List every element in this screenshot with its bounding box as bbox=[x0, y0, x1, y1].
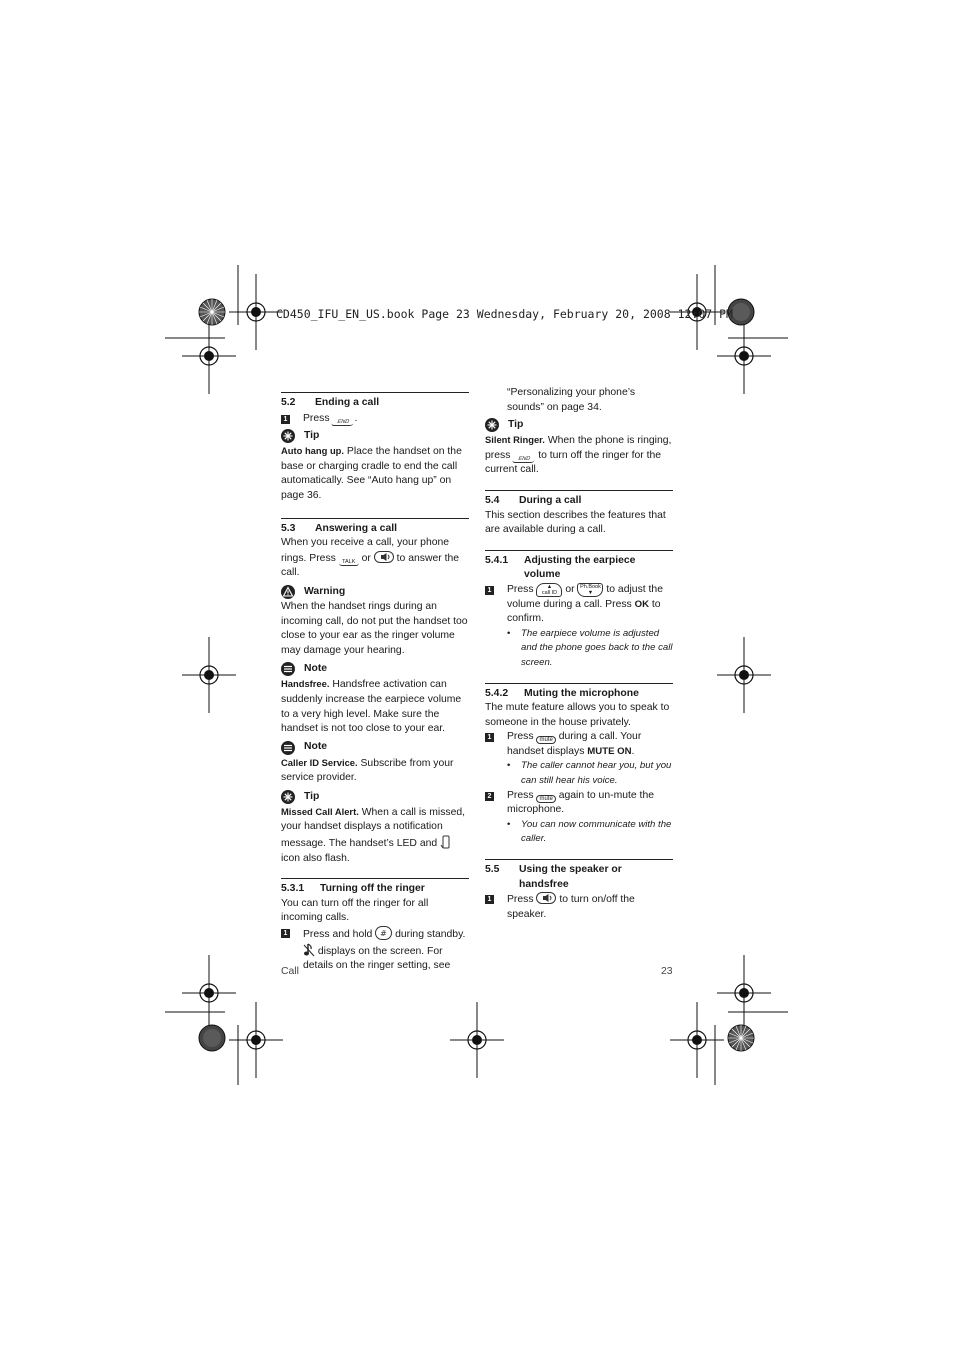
step-item bbox=[485, 892, 673, 922]
step-text: Press bbox=[303, 412, 330, 424]
section-heading-5-4-1 bbox=[485, 554, 673, 583]
bullet-dot: • bbox=[507, 627, 511, 639]
note-lead: Handsfree. bbox=[281, 678, 330, 690]
step-text: Press bbox=[507, 789, 534, 801]
section-heading-5-3 bbox=[281, 522, 469, 537]
warning-body: When the handset rings during an incoming call, do not put the handset too close to your ear as the ringer volume may damage your hearing. bbox=[281, 600, 468, 656]
section-heading-5-5 bbox=[485, 863, 673, 892]
section-heading-5-3-1 bbox=[281, 882, 469, 897]
left-column bbox=[281, 392, 469, 974]
tip-body bbox=[281, 805, 469, 866]
tip-icon bbox=[281, 429, 295, 443]
tip-body bbox=[281, 444, 469, 503]
tip-text: to turn off the ringer for the current call. bbox=[485, 449, 662, 476]
end-key-icon bbox=[512, 456, 537, 463]
section-title: During a call bbox=[519, 494, 582, 506]
step-number: 1 bbox=[281, 929, 290, 938]
key-label: Ph.Book bbox=[580, 583, 601, 590]
key-label: END bbox=[336, 418, 351, 425]
paragraph: This section describes the features that are available during a call. bbox=[485, 509, 666, 536]
step-text: Press bbox=[507, 583, 534, 595]
step-text: again to un-mute the microphone. bbox=[507, 789, 654, 816]
section-rule bbox=[485, 859, 673, 860]
tip-text: When a call is missed, your handset displays a notification message. The handset’s LED and bbox=[281, 806, 466, 850]
continued-text: “Personalizing your phone’s sounds” on page 34. bbox=[507, 387, 636, 413]
section-title: Turning off the ringer bbox=[320, 883, 425, 895]
step-item bbox=[281, 412, 469, 427]
step-text: displays on the screen. For details on the ringer setting, see bbox=[303, 945, 451, 972]
warning-callout bbox=[281, 584, 469, 600]
paragraph-text: or bbox=[361, 552, 371, 564]
section-number: 5.3.1 bbox=[281, 883, 305, 895]
hash-key-icon bbox=[375, 926, 392, 940]
section-number: 5.5 bbox=[485, 864, 500, 876]
paragraph: You can turn off the ringer for all incoming calls. bbox=[281, 897, 429, 924]
phonebook-down-key-icon: Ph.Book ▼ bbox=[577, 583, 603, 597]
key-label: TALK bbox=[342, 558, 356, 565]
step-text: . bbox=[631, 745, 635, 757]
print-header: CD450_IFU_EN_US.book Page 23 Wednesday, February 20, 2008 12:07 PM bbox=[276, 307, 733, 321]
ok-key-text: OK bbox=[634, 598, 650, 610]
step-item bbox=[281, 926, 469, 974]
section-heading-5-4-2 bbox=[485, 687, 673, 702]
tip-callout bbox=[281, 789, 469, 805]
section-title-line: Using the speaker or bbox=[519, 864, 622, 876]
note-text: Handsfree activation can suddenly increase the earpiece volume to a very high level. Make sure the handset is not too close to your ear. bbox=[281, 679, 462, 735]
step-text: Press and hold bbox=[303, 929, 373, 941]
section-number: 5.3 bbox=[281, 522, 296, 534]
warning-label: Warning bbox=[304, 585, 346, 597]
display-text: MUTE ON bbox=[587, 745, 632, 757]
section-title-line: handsfree bbox=[519, 878, 569, 890]
result-bullet bbox=[485, 818, 673, 847]
tip-label: Tip bbox=[304, 429, 320, 441]
step-item bbox=[485, 583, 673, 627]
bullet-text: You can now communicate with the caller. bbox=[521, 818, 672, 845]
section-heading-5-2 bbox=[281, 396, 469, 411]
paragraph bbox=[281, 536, 469, 581]
tip-callout bbox=[485, 417, 673, 433]
tip-body bbox=[485, 433, 673, 478]
warning-icon bbox=[281, 585, 295, 599]
note-callout bbox=[281, 740, 469, 756]
section-title: Ending a call bbox=[315, 397, 380, 408]
section-title-line: volume bbox=[524, 569, 561, 581]
result-bullet bbox=[485, 759, 673, 788]
step-text: Press bbox=[507, 894, 534, 906]
tip-icon bbox=[281, 790, 295, 804]
section-number: 5.4.2 bbox=[485, 687, 509, 699]
step-item bbox=[485, 789, 673, 818]
right-column bbox=[485, 386, 673, 922]
tip-lead: Auto hang up. bbox=[281, 445, 345, 457]
step-number: 1 bbox=[281, 415, 290, 424]
section-title: Answering a call bbox=[315, 522, 397, 534]
result-bullet bbox=[485, 627, 673, 671]
bullet-text: The earpiece volume is adjusted and the phone goes back to the call screen. bbox=[521, 627, 673, 668]
talk-key-icon bbox=[339, 559, 359, 566]
note-body bbox=[281, 677, 469, 736]
step-text: during standby. bbox=[395, 929, 466, 941]
note-label: Note bbox=[304, 663, 328, 675]
section-rule bbox=[485, 683, 673, 684]
key-label: mute bbox=[539, 737, 553, 744]
svg-text:#: # bbox=[380, 929, 388, 939]
section-title bbox=[519, 863, 622, 892]
footer-section-name: Call bbox=[281, 966, 299, 977]
key-label: mute bbox=[539, 795, 553, 802]
section-title bbox=[524, 554, 635, 583]
section-rule bbox=[485, 490, 673, 491]
missed-call-icon bbox=[440, 835, 451, 850]
tip-icon bbox=[485, 418, 499, 432]
tip-text: icon also flash. bbox=[281, 852, 350, 864]
note-icon bbox=[281, 662, 295, 676]
note-icon bbox=[281, 741, 295, 755]
step-text: to confirm. bbox=[507, 598, 661, 625]
step-item bbox=[485, 730, 673, 759]
paragraph-text: to answer the call. bbox=[281, 552, 460, 579]
tip-label: Tip bbox=[508, 418, 524, 430]
step-text: during a call. Your handset displays bbox=[507, 731, 642, 757]
step-number: 2 bbox=[485, 792, 494, 801]
section-rule bbox=[281, 518, 469, 519]
note-body bbox=[281, 756, 469, 786]
step-number: 1 bbox=[485, 586, 494, 595]
tip-lead: Missed Call Alert. bbox=[281, 805, 359, 817]
tip-text: When the phone is ringing, press bbox=[485, 435, 672, 461]
step-text: or bbox=[565, 583, 575, 595]
step-text: . bbox=[354, 412, 358, 424]
section-number: 5.4.1 bbox=[485, 554, 509, 566]
section-rule bbox=[485, 550, 673, 551]
call-id-up-key-icon: ▲ call ID bbox=[536, 583, 562, 597]
mute-key-icon bbox=[536, 736, 555, 744]
step-text: to turn on/off the speaker. bbox=[507, 894, 635, 920]
speaker-key-icon bbox=[374, 551, 394, 563]
note-text: Subscribe from your service provider. bbox=[281, 757, 454, 784]
section-number: 5.2 bbox=[281, 397, 296, 408]
ringer-off-icon bbox=[303, 943, 315, 957]
tip-lead: Silent Ringer. bbox=[485, 434, 545, 446]
bullet-dot: • bbox=[507, 760, 511, 772]
note-callout bbox=[281, 661, 469, 677]
tip-label: Tip bbox=[304, 790, 320, 802]
paragraph-text: When you receive a call, your phone rings. Press bbox=[281, 537, 450, 564]
step-text: to adjust the volume during a call. Press bbox=[507, 583, 663, 610]
end-key-icon bbox=[331, 419, 356, 426]
step-number: 1 bbox=[485, 895, 494, 904]
key-label: END bbox=[517, 455, 532, 462]
section-rule bbox=[281, 878, 469, 879]
paragraph: The mute feature allows you to speak to someone in the house privately. bbox=[485, 702, 670, 728]
tip-text: Place the handset on the base or charging cradle to end the call automatically. See “Auto hang up” on page 36. bbox=[281, 446, 462, 501]
bullet-dot: • bbox=[507, 818, 511, 830]
section-rule bbox=[281, 392, 469, 393]
step-number: 1 bbox=[485, 733, 494, 742]
section-title-line: Adjusting the earpiece bbox=[524, 554, 636, 566]
section-number: 5.4 bbox=[485, 494, 500, 506]
section-heading-5-4 bbox=[485, 494, 673, 509]
speaker-key-icon bbox=[536, 892, 556, 904]
tip-callout bbox=[281, 428, 469, 444]
bullet-text: The caller cannot hear you, but you can still hear his voice. bbox=[521, 760, 672, 787]
mute-key-icon bbox=[536, 795, 555, 803]
page-number: 23 bbox=[661, 966, 673, 977]
note-lead: Caller ID Service. bbox=[281, 756, 358, 768]
key-label: call ID bbox=[541, 589, 558, 596]
section-title: Muting the microphone bbox=[524, 687, 639, 699]
step-text: Press bbox=[507, 731, 534, 743]
note-label: Note bbox=[304, 741, 328, 753]
